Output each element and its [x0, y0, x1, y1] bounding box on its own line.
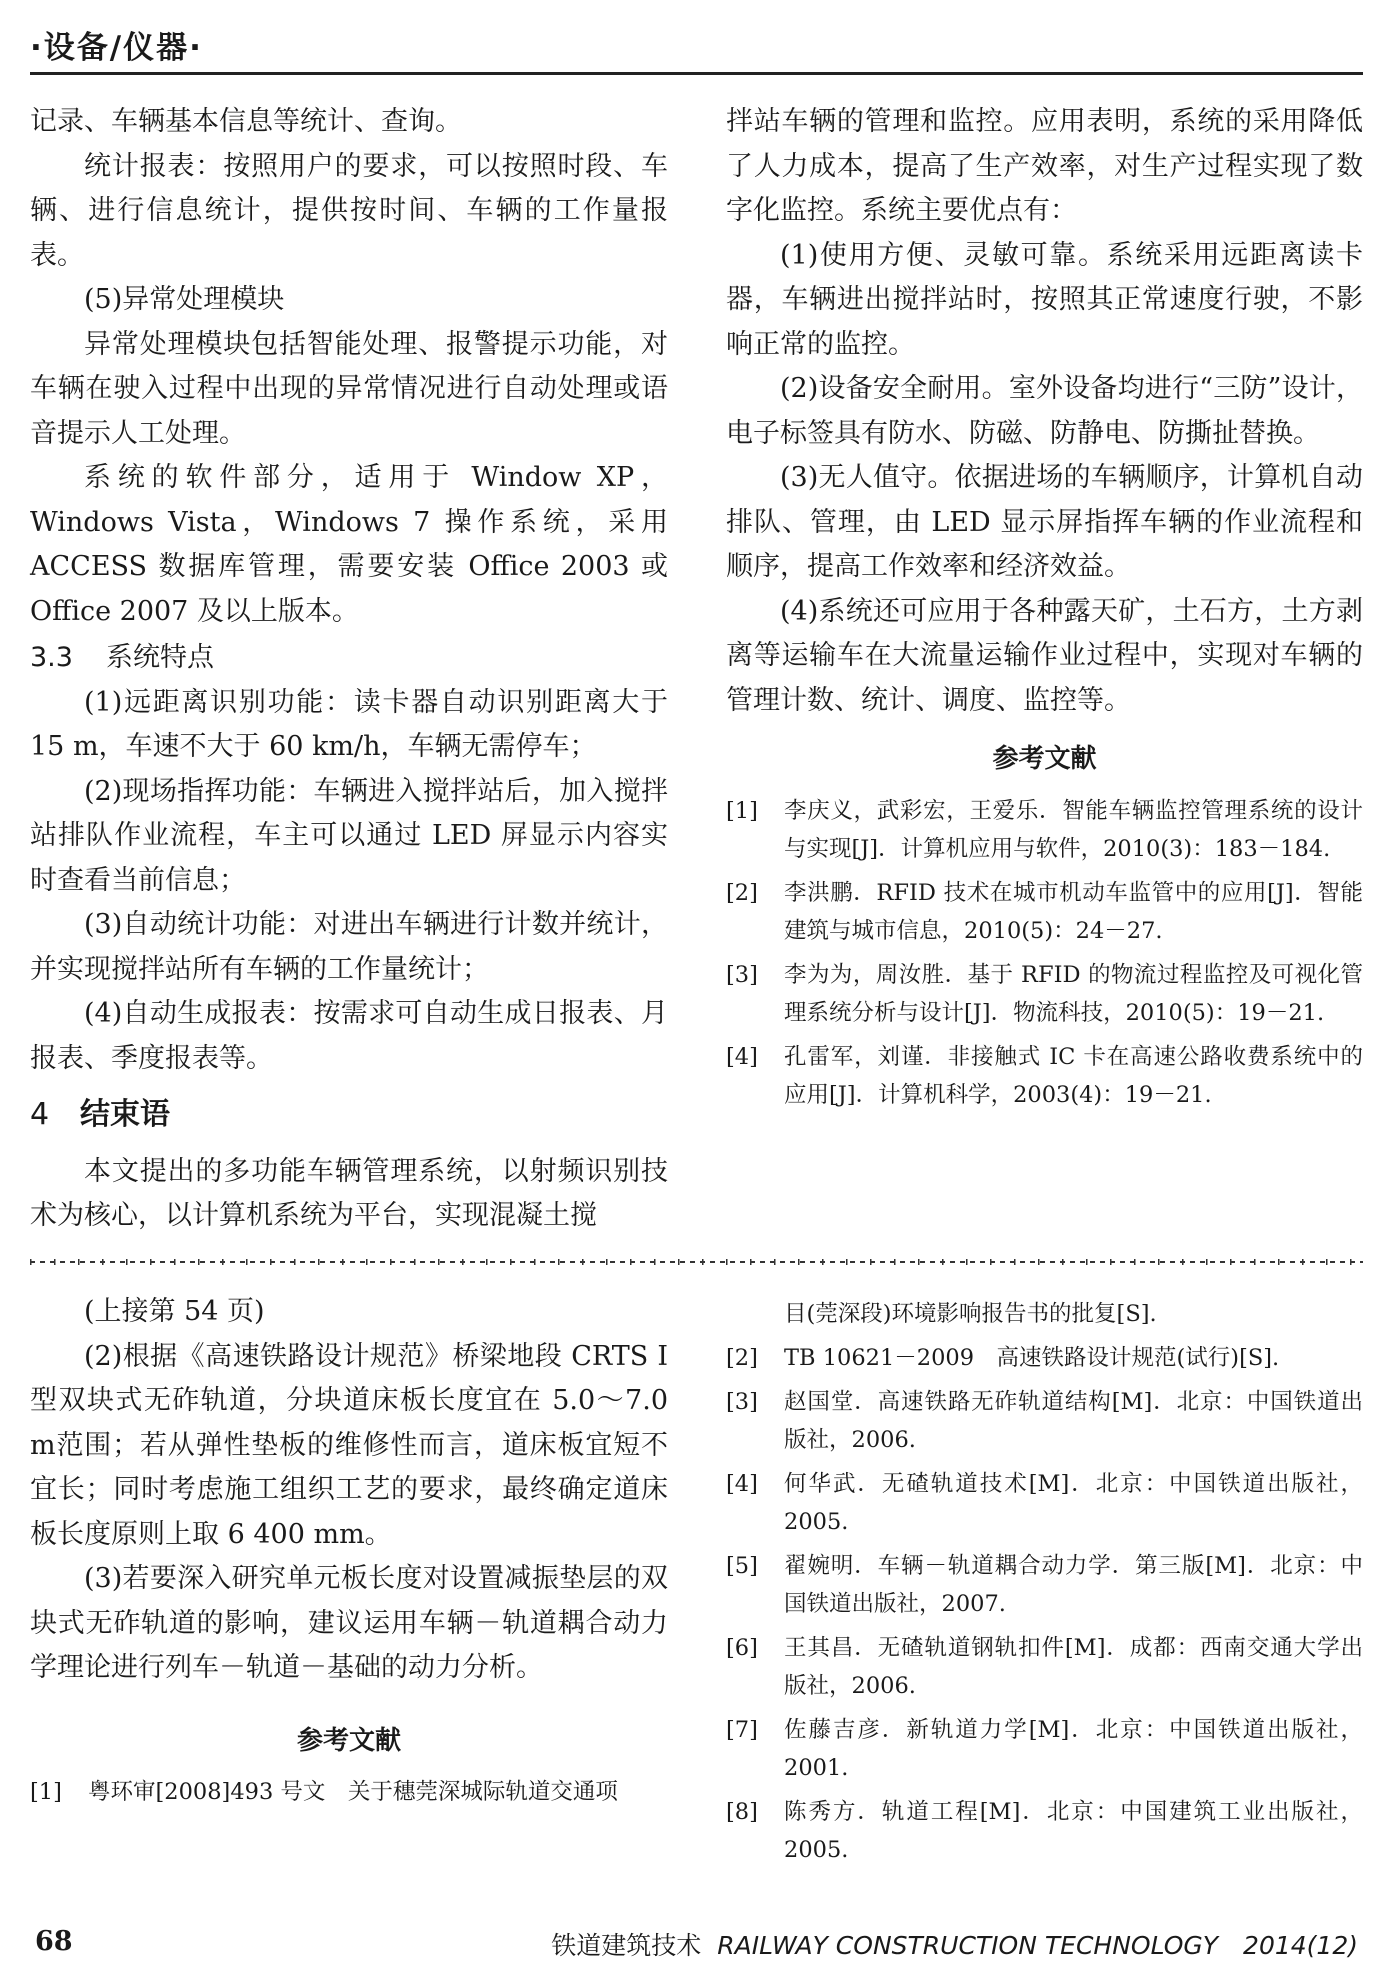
references-heading: 参考文献	[992, 744, 1097, 774]
paragraph: 统计报表：按照用户的要求，可以按照时段、车辆、进行信息统计，提供按时间、车辆的工作量报表。	[30, 150, 668, 271]
reference-item	[726, 1038, 1363, 1114]
reference-text: 李为为，周汝胜．基于 RFID 的物流过程监控及可视化管理系统分析与设计[J]．物流科技，2010(5)：19－21.	[784, 961, 1363, 1026]
continuation-note: (上接第 54 页)	[84, 1296, 265, 1327]
reference-number: [1]	[726, 797, 758, 824]
reference-item	[30, 1773, 668, 1811]
advantage-item: (4)系统还可应用于各种露天矿，土石方，土方剥离等运输车在大流量运输作业过程中，实现对车辆的管理计数、统计、调度、监控等。	[726, 595, 1363, 716]
reference-list	[30, 1773, 668, 1811]
advantage-item: (1)使用方便、灵敏可靠。系统采用远距离读卡器，车辆进出搅拌站时，按照其正常速度行驶，不影响正常的监控。	[726, 239, 1363, 360]
paragraph: (3)若要深入研究单元板长度对设置减振垫层的双块式无砟轨道的影响，建议运用车辆－轨道耦合动力学理论进行列车－轨道－基础的动力分析。	[30, 1563, 668, 1683]
reference-text: 赵国堂．高速铁路无砟轨道结构[M]．北京：中国铁道出版社，2006.	[784, 1389, 1363, 1453]
reference-text: 目(莞深段)环境影响报告书的批复[S].	[784, 1301, 1157, 1327]
reference-number: [8]	[726, 1799, 758, 1825]
reference-text: 李洪鹏．RFID 技术在城市机动车监管中的应用[J]．智能建筑与城市信息，2010(5)：24－27.	[784, 879, 1363, 944]
section-heading-3-3	[30, 636, 668, 681]
reference-item	[726, 1629, 1363, 1705]
reference-text: TB 10621－2009 高速铁路设计规范(试行)[S].	[784, 1345, 1280, 1371]
reference-list	[726, 792, 1363, 1114]
reference-number: [7]	[726, 1717, 758, 1743]
paragraph: (2)根据《高速铁路设计规范》桥梁地段 CRTS I 型双块式无砟轨道，分块道床板长度宜在 5.0～7.0 m范围；若从弹性垫板的维修性而言，道床板宜短不宜长；同时考虑施工组织工艺的要求，最终确定道床板长度原则上取 6 400 mm。	[30, 1340, 668, 1550]
reference-item	[726, 1547, 1363, 1623]
reference-number: [3]	[726, 961, 758, 988]
reference-number: [3]	[726, 1389, 758, 1415]
paragraph: 拌站车辆的管理和监控。应用表明，系统的采用降低了人力成本，提高了生产效率，对生产过程实现了数字化监控。系统主要优点有：	[726, 106, 1363, 226]
journal-name-cn: 铁道建筑技术	[551, 1931, 702, 1960]
article2-left-column	[30, 1290, 668, 1817]
references-heading: 参考文献	[296, 1725, 401, 1756]
feature-item: (1)远距离识别功能：读卡器自动识别距离大于 15 m，车速不大于 60 km/h，车辆无需停车；	[30, 686, 668, 762]
reference-item	[726, 1711, 1363, 1787]
paragraph: 异常处理模块包括智能处理、报警提示功能，对车辆在驶入过程中出现的异常情况进行自动处理或语音提示人工处理。	[30, 328, 668, 449]
page-number: 68	[35, 1926, 73, 1957]
reference-number: [6]	[726, 1635, 758, 1661]
feature-item: (2)现场指挥功能：车辆进入搅拌站后，加入搅拌站排队作业流程，车主可以通过 LED 屏显示内容实时查看当前信息；	[30, 775, 668, 896]
reference-number: [2]	[726, 1345, 758, 1371]
reference-item	[726, 1793, 1363, 1869]
advantage-item: (3)无人值守。依据进场的车辆顺序，计算机自动排队、管理，由 LED 显示屏指挥车辆的作业流程和顺序，提高工作效率和经济效益。	[726, 462, 1363, 582]
paragraph: 本文提出的多功能车辆管理系统，以射频识别技术为核心，以计算机系统为平台，实现混凝土搅	[30, 1155, 668, 1231]
section-tag: ·设备/仪器·	[30, 30, 203, 66]
paragraph: 系统的软件部分，适用于 Window XP，Windows Vista，Windows 7 操作系统，采用 ACCESS 数据库管理，需要安装 Office 2003 或 Office 2007 及以上版本。	[30, 462, 668, 627]
reference-item	[726, 874, 1363, 950]
feature-item: (4)自动生成报表：按需求可自动生成日报表、月报表、季度报表等。	[30, 998, 668, 1074]
heading-number: 3.3	[30, 642, 73, 673]
reference-item	[726, 956, 1363, 1032]
reference-text: 粤环审[2008]493 号文 关于穗莞深城际轨道交通项	[88, 1779, 618, 1805]
reference-number: [4]	[726, 1471, 758, 1497]
article2-right-column	[726, 1295, 1363, 1875]
reference-text: 李庆义，武彩宏，王爱乐．智能车辆监控管理系统的设计与实现[J]．计算机应用与软件，2010(3)：183－184.	[784, 797, 1363, 862]
reference-item	[726, 1339, 1363, 1377]
subheading: (5)异常处理模块	[84, 284, 285, 315]
reference-item	[726, 1383, 1363, 1459]
reference-text: 翟婉明．车辆－轨道耦合动力学．第三版[M]．北京：中国铁道出版社，2007.	[784, 1553, 1363, 1617]
reference-item	[726, 792, 1363, 868]
reference-text: 何华武．无碴轨道技术[M]．北京：中国铁道出版社，2005.	[784, 1471, 1363, 1535]
article-separator	[30, 1259, 1363, 1265]
article1-right-column	[726, 100, 1363, 1120]
heading-title: 系统特点	[106, 642, 214, 673]
feature-item: (3)自动统计功能：对进出车辆进行计数并统计，并实现搅拌站所有车辆的工作量统计；	[30, 909, 668, 985]
journal-name-en: RAILWAY CONSTRUCTION TECHNOLOGY 2014(12)	[717, 1931, 1358, 1960]
reference-text: 佐藤吉彦．新轨道力学[M]．北京：中国铁道出版社，2001.	[784, 1717, 1363, 1781]
journal-footer	[551, 1926, 1358, 1962]
article1-left-column	[30, 100, 668, 1239]
reference-continuation	[726, 1295, 1363, 1333]
paragraph: 记录、车辆基本信息等统计、查询。	[30, 106, 462, 137]
reference-text: 王其昌．无碴轨道钢轨扣件[M]．成都：西南交通大学出版社，2006.	[784, 1635, 1363, 1699]
reference-item	[726, 1465, 1363, 1541]
header-rule	[30, 72, 1363, 75]
advantage-item: (2)设备安全耐用。室外设备均进行“三防”设计，电子标签具有防水、防磁、防静电、防撕扯替换。	[726, 373, 1363, 449]
reference-text: 孔雷军，刘谨．非接触式 IC 卡在高速公路收费系统中的应用[J]．计算机科学，2003(4)：19－21.	[784, 1043, 1363, 1108]
reference-number: [1]	[30, 1779, 62, 1805]
reference-number: [2]	[726, 879, 758, 906]
reference-text: 陈秀方．轨道工程[M]．北京：中国建筑工业出版社，2005.	[784, 1799, 1363, 1863]
reference-number: [4]	[726, 1043, 758, 1070]
reference-number: [5]	[726, 1553, 758, 1579]
heading-number: 4	[30, 1097, 50, 1132]
heading-title: 结束语	[80, 1097, 170, 1132]
section-heading-4	[30, 1093, 668, 1138]
